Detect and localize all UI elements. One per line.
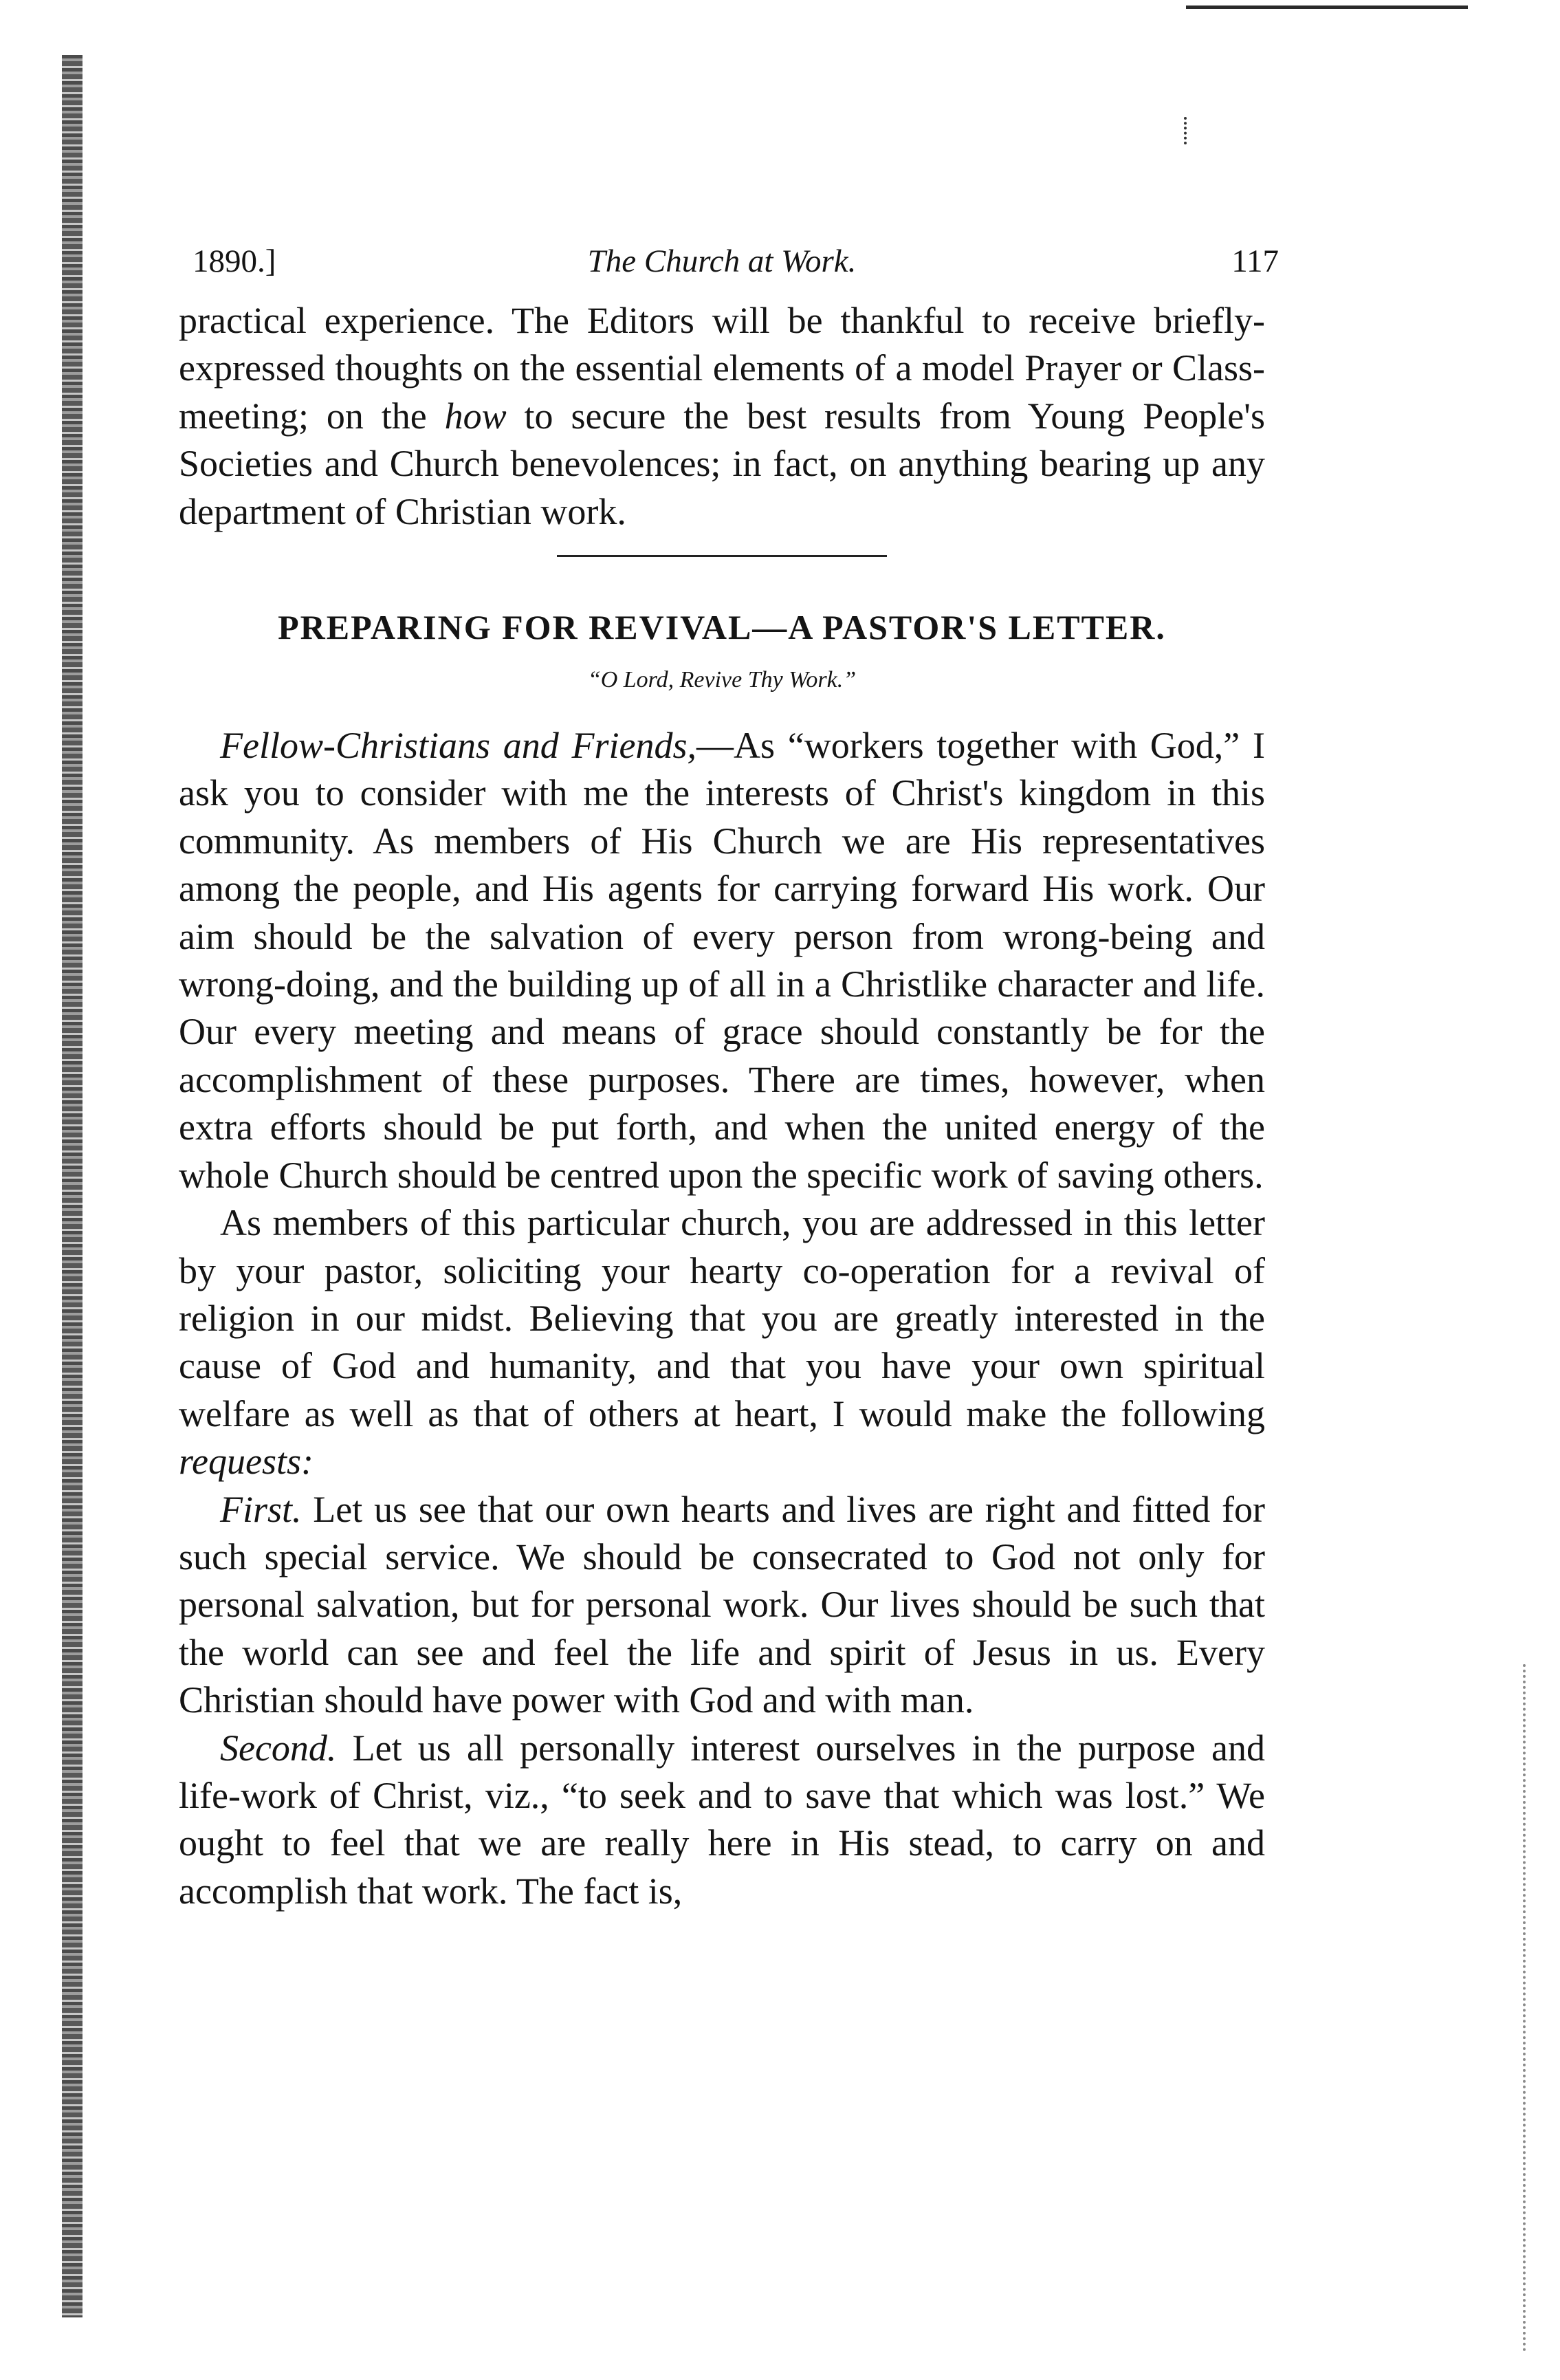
paragraph-second: [179, 1725, 1265, 1916]
paragraph-2-text: As members of this particular church, you are addressed in this letter by your pastor, soliciting your hearty co-operation for a revival of religion in our midst. Believing that you are greatly interested in the cause of God and humanity, and that you have your own spiritual welfare as well as that of others at heart, I would make the following: [179, 1202, 1265, 1434]
intro-text-2: to secure the best results from Young People's Societies and Church benevolences; in fact, on anything bearing up any department of Christian work.: [179, 395, 1265, 532]
intro-emphasis: how: [444, 395, 507, 437]
intro-paragraph: [179, 297, 1265, 536]
intro-text-1: practical experience. The Editors will be thankful to receive briefly-expressed thoughts on the essential elements of a model Prayer or Class-meeting; on the: [179, 300, 1265, 437]
section-divider: [557, 555, 887, 557]
paragraph-3-text: Let us see that our own hearts and lives are right and fitted for such special service. We should be consecrated to God not only for personal salvation, but for personal work. Our lives should be such that the world can see and feel the life and spirit of Jesus in us. Every Christian should have power with God and with man.: [179, 1488, 1265, 1721]
running-head-title: The Church at Work.: [587, 243, 857, 279]
section-epigraph: “O Lord, Revive Thy Work.”: [587, 667, 857, 693]
paragraph-salutation: [179, 722, 1265, 1199]
scan-speckle: [1184, 117, 1191, 144]
section-title: PREPARING FOR REVIVAL—A PASTOR'S LETTER.: [278, 608, 1166, 647]
top-edge-rule: [1186, 6, 1468, 9]
second-label: Second.: [220, 1727, 337, 1769]
paragraph-requests: [179, 1199, 1265, 1485]
page-binding-edge: [62, 55, 83, 2317]
page-number: 117: [1231, 243, 1279, 279]
requests-emphasis: requests:: [179, 1441, 314, 1483]
paragraph-4-text: Let us all personally interest ourselves in the purpose and life-work of Christ, viz., “to seek and to save that which was lost.” We ought to feel that we are really here in His stead, to carry on and accomplish that work. The fact is,: [179, 1727, 1265, 1912]
salutation: Fellow-Christians and Friends,: [220, 725, 696, 767]
first-label: First.: [220, 1488, 302, 1530]
running-head-year: 1890.]: [193, 243, 276, 279]
scan-speckle-right: [1523, 1664, 1530, 2352]
paragraph-1-text: —As “workers together with God,” I ask you to consider with me the interests of Christ's kingdom in this community. As members of His Church we are His representatives among the people, and His agents for carrying forward His work. Our aim should be the salvation of every person from wrong-being and wrong-doing, and the building up of all in a Christlike character and life. Our every meeting and means of grace should constantly be for the accomplishment of these purposes. There are times, however, when extra efforts should be put forth, and when the united energy of the whole Church should be centred upon the specific work of saving others.: [179, 725, 1265, 1196]
page-body: [179, 234, 1279, 1915]
paragraph-first: [179, 1486, 1265, 1725]
running-head: [179, 234, 1279, 289]
